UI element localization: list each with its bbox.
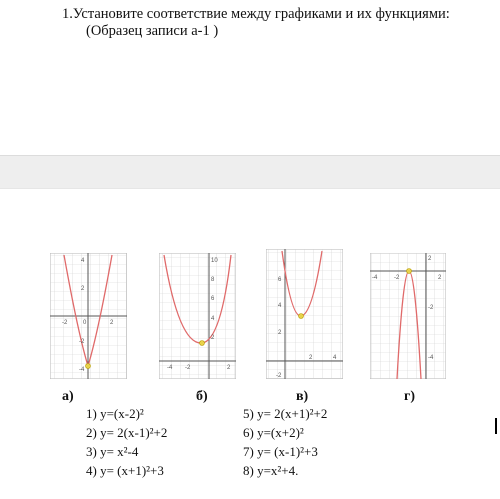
- tick-y-neg2: -2: [79, 339, 85, 345]
- graph-v: [266, 249, 343, 379]
- tick-x-neg2: -2: [62, 320, 68, 326]
- tick-y-neg4: -4: [428, 355, 434, 361]
- tick-y-neg4: -4: [79, 367, 85, 373]
- tick-y-4: 4: [211, 316, 215, 322]
- tick-y-4: 4: [81, 258, 85, 264]
- option-5: 5) y= 2(x+1)²+2: [243, 406, 328, 421]
- tick-y-neg2: -2: [276, 373, 282, 379]
- option-7: 7) y= (x-1)²+3: [243, 444, 318, 459]
- graph-b: [159, 253, 236, 379]
- tick-y-2: 2: [211, 335, 215, 341]
- tick-y-2: 2: [428, 256, 432, 262]
- tick-y-10: 10: [211, 258, 218, 264]
- tick-x-neg4: -4: [167, 365, 173, 371]
- tick-x-2: 2: [110, 320, 114, 326]
- graph-g: [370, 253, 446, 379]
- tick-x-2: 2: [227, 365, 231, 371]
- tick-y-neg2: -2: [428, 305, 434, 311]
- tick-y-2: 2: [81, 286, 85, 292]
- tick-y-6: 6: [278, 277, 282, 283]
- tick-x-2: 2: [438, 275, 442, 281]
- tick-x-neg2: -2: [185, 365, 191, 371]
- graph-label-g: г): [404, 389, 416, 404]
- tick-x-4: 4: [333, 355, 337, 361]
- graph-label-v: в): [296, 389, 309, 404]
- option-2: 2) y= 2(x-1)²+2: [86, 425, 168, 440]
- option-3: 3) y= x²-4: [86, 444, 139, 459]
- task-title: 1.Установите соответствие между графиками и их функциями:: [62, 6, 450, 22]
- graph-label-a: а): [62, 389, 74, 404]
- tick-y-8: 8: [211, 277, 215, 283]
- tick-y-6: 6: [211, 296, 215, 302]
- option-1: 1) y=(x-2)²: [86, 406, 144, 421]
- tick-x-neg2: -2: [394, 275, 400, 281]
- tick-x-0: 0: [83, 320, 87, 326]
- tick-y-4: 4: [278, 303, 282, 309]
- tick-x-2: 2: [309, 355, 313, 361]
- text-cursor: [495, 418, 497, 434]
- separator-band: [0, 155, 500, 189]
- graph-label-b: б): [196, 389, 208, 404]
- option-8: 8) y=x²+4.: [243, 463, 299, 478]
- option-6: 6) y=(x+2)²: [243, 425, 304, 440]
- sample-note: (Образец записи а-1 ): [86, 23, 219, 39]
- tick-y-2: 2: [278, 330, 282, 336]
- graph-a: [50, 253, 127, 379]
- tick-x-neg4: -4: [372, 275, 378, 281]
- option-4: 4) y= (x+1)²+3: [86, 463, 164, 478]
